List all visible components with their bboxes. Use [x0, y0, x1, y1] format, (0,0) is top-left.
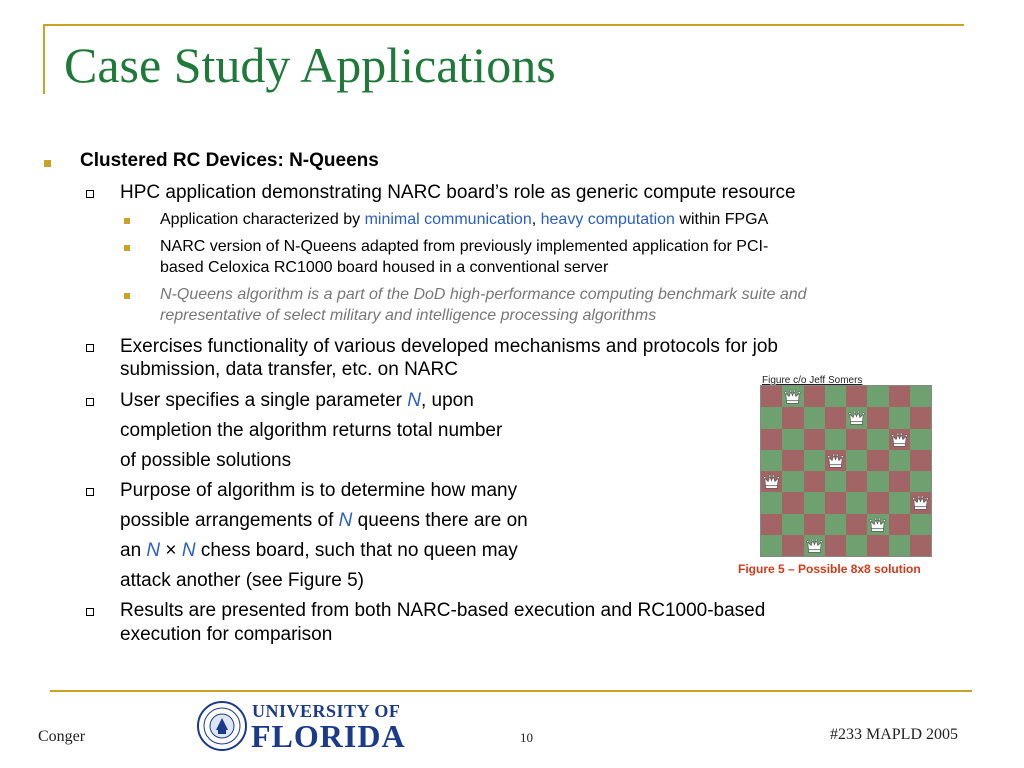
queen-icon: [827, 452, 844, 469]
board-square: [889, 514, 910, 535]
board-square: [804, 492, 825, 513]
board-square: [889, 386, 910, 407]
queen-icon: [784, 388, 801, 405]
board-square: [846, 471, 867, 492]
board-square: [889, 535, 910, 556]
board-square: [846, 450, 867, 471]
board-square: [867, 514, 888, 535]
board-square: [761, 514, 782, 535]
board-square: [889, 450, 910, 471]
logo-university-text: UNIVERSITY OF: [252, 701, 401, 721]
sub-bullet-3-line1: User specifies a single parameter N, upon: [120, 390, 474, 411]
board-square: [910, 386, 931, 407]
main-bullet: Clustered RC Devices: N-Queens: [80, 150, 379, 171]
board-square: [825, 535, 846, 556]
board-square: [846, 429, 867, 450]
board-square: [761, 450, 782, 471]
board-square: [825, 514, 846, 535]
board-square: [867, 471, 888, 492]
bullet-small-icon: [124, 218, 130, 224]
queen-icon: [869, 516, 886, 533]
chess-board: [760, 385, 932, 557]
board-square: [761, 407, 782, 428]
board-square: [889, 429, 910, 450]
board-square: [782, 471, 803, 492]
board-square: [782, 514, 803, 535]
figure-caption: Figure 5 – Possible 8x8 solution: [738, 562, 921, 576]
board-square: [825, 471, 846, 492]
bullet-hollow-icon: [86, 344, 94, 352]
board-square: [761, 429, 782, 450]
board-square: [782, 535, 803, 556]
board-square: [846, 407, 867, 428]
board-square: [761, 492, 782, 513]
board-square: [782, 386, 803, 407]
board-square: [910, 492, 931, 513]
bullet-small-icon: [124, 245, 130, 251]
sub1-item-2-line1: NARC version of N-Queens adapted from previously implemented application for PCI-: [160, 238, 769, 255]
board-square: [867, 386, 888, 407]
sub-bullet-4-line4: attack another (see Figure 5): [120, 570, 364, 591]
board-square: [846, 492, 867, 513]
board-square: [804, 407, 825, 428]
page-number: 10: [520, 730, 533, 745]
sub1-item-3-line1: N-Queens algorithm is a part of the DoD high-performance computing benchmark suite and: [160, 286, 807, 303]
queen-icon: [848, 409, 865, 426]
board-square: [867, 429, 888, 450]
board-square: [782, 492, 803, 513]
board-square: [825, 429, 846, 450]
sub-bullet-4-line1: Purpose of algorithm is to determine how many: [120, 480, 518, 501]
sub-bullet-4-line3: an N × N chess board, such that no queen may: [120, 540, 518, 561]
sub-bullet-4-line2: possible arrangements of N queens there are on: [120, 510, 528, 531]
queen-icon: [912, 494, 929, 511]
board-square: [889, 471, 910, 492]
board-square: [910, 535, 931, 556]
board-square: [867, 535, 888, 556]
board-square: [825, 407, 846, 428]
board-square: [867, 492, 888, 513]
sub-bullet-5-line1: Results are presented from both NARC-based execution and RC1000-based: [120, 600, 766, 621]
sub-bullet-3-line2: completion the algorithm returns total number: [120, 420, 503, 441]
board-square: [867, 450, 888, 471]
board-square: [782, 407, 803, 428]
board-square: [804, 471, 825, 492]
slide-title: Case Study Applications: [64, 37, 556, 93]
footer-rule: [50, 690, 972, 692]
sub-bullet-5-line2: execution for comparison: [120, 624, 333, 645]
board-square: [910, 407, 931, 428]
board-square: [804, 514, 825, 535]
board-square: [910, 514, 931, 535]
board-square: [804, 386, 825, 407]
board-square: [846, 386, 867, 407]
board-square: [910, 471, 931, 492]
board-square: [910, 429, 931, 450]
board-square: [804, 535, 825, 556]
sub1-item-3-line2: representative of select military and intelligence processing algorithms: [160, 307, 657, 324]
board-square: [867, 407, 888, 428]
sub-bullet-2-line1: Exercises functionality of various developed mechanisms and protocols for job: [120, 336, 778, 357]
board-square: [825, 492, 846, 513]
sub-bullet-2-line2: submission, data transfer, etc. on NARC: [120, 359, 458, 380]
board-square: [804, 450, 825, 471]
board-square: [825, 450, 846, 471]
board-square: [825, 386, 846, 407]
queen-icon: [891, 431, 908, 448]
board-square: [804, 429, 825, 450]
figure-credit: Figure c/o Jeff Somers: [762, 375, 863, 386]
queen-icon: [763, 473, 780, 490]
sub-bullet-1: HPC application demonstrating NARC board’s role as generic compute resource: [120, 182, 796, 203]
queen-icon: [806, 537, 823, 554]
board-square: [889, 407, 910, 428]
board-square: [761, 386, 782, 407]
sub-bullet-3-line3: of possible solutions: [120, 450, 292, 471]
board-square: [761, 471, 782, 492]
footer-author: Conger: [38, 728, 86, 745]
bullet-hollow-icon: [86, 488, 94, 496]
university-logo: [196, 700, 416, 756]
bullet-hollow-icon: [86, 190, 94, 198]
board-square: [846, 535, 867, 556]
bullet-hollow-icon: [86, 398, 94, 406]
board-square: [782, 429, 803, 450]
footer-event: #233 MAPLD 2005: [830, 726, 959, 743]
board-square: [846, 514, 867, 535]
university-seal-icon: [196, 700, 248, 752]
board-square: [761, 535, 782, 556]
bullet-small-icon: [124, 293, 130, 299]
bullet-square-icon: [44, 160, 51, 167]
bullet-hollow-icon: [86, 608, 94, 616]
sub1-item-1: Application characterized by minimal communication, heavy computation within FPGA: [160, 211, 769, 228]
sub1-item-2-line2: based Celoxica RC1000 board housed in a conventional server: [160, 259, 609, 276]
board-square: [889, 492, 910, 513]
board-square: [782, 450, 803, 471]
logo-florida-text: FLORIDA: [251, 718, 406, 754]
board-square: [910, 450, 931, 471]
